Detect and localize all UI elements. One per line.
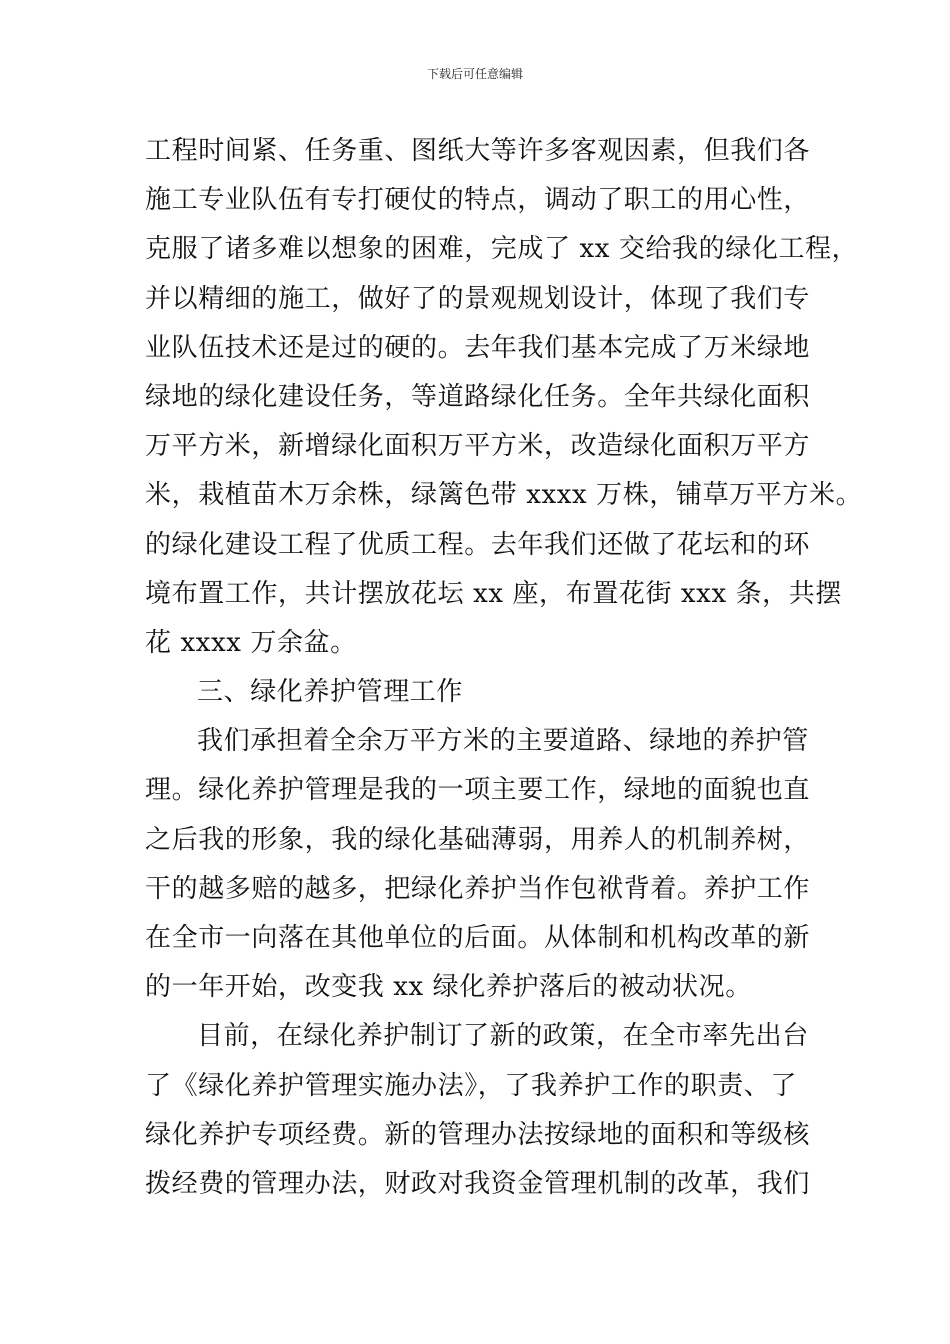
text-line: 的一年开始，改变我 xx 绿化养护落后的被动状况。 <box>145 972 752 1003</box>
text-line: 万平方米，新增绿化面积万平方米，改造绿化面积万平方 <box>145 431 811 462</box>
text-line: 克服了诸多难以想象的困难，完成了 xx 交给我的绿化工程， <box>145 234 859 265</box>
text-line: 在全市一向落在其他单位的后面。从体制和机构改革的新 <box>145 923 811 953</box>
download-note: 下载后可任意编辑 <box>426 67 523 81</box>
text-line: 绿化养护专项经费。新的管理办法按绿地的面积和等级核 <box>145 1119 811 1150</box>
text-line: 目前，在绿化养护制订了新的政策，在全市率先出台 <box>197 1021 809 1052</box>
text-line: 拨经费的管理办法，财政对我资金管理机制的改革，我们 <box>145 1168 811 1199</box>
text-line: 干的越多赔的越多，把绿化养护当作包袱背着。养护工作 <box>145 873 811 904</box>
text-line: 了《绿化养护管理实施办法》，了我养护工作的职责、了 <box>145 1070 798 1101</box>
text-line: 业队伍技术还是过的硬的。去年我们基本完成了万米绿地 <box>145 332 811 363</box>
text-line: 米，栽植苗木万余株，绿篱色带 xxxx 万株，铺草万平方米。 <box>145 480 863 511</box>
text-line: 的绿化建设工程了优质工程。去年我们还做了花坛和的环 <box>145 529 811 560</box>
text-line: 工程时间紧、任务重、图纸大等许多客观因素，但我们各 <box>145 136 811 166</box>
document-body <box>145 127 863 1209</box>
text-line: 之后我的形象，我的绿化基础薄弱，用养人的机制养树， <box>145 824 811 855</box>
text-line: 我们承担着全余万平方米的主要道路、绿地的养护管 <box>197 726 809 757</box>
text-line: 绿地的绿化建设任务，等道路绿化任务。全年共绿化面积 <box>145 381 811 412</box>
text-line: 花 xxxx 万余盆。 <box>145 627 357 658</box>
text-line: 施工专业队伍有专打硬仗的特点，调动了职工的用心性， <box>145 185 811 216</box>
text-line: 理。绿化养护管理是我的一项主要工作，绿地的面貌也直 <box>145 775 811 806</box>
section-heading: 三、绿化养护管理工作 <box>197 677 464 708</box>
text-line: 并以精细的施工，做好了的景观规划设计，体现了我们专 <box>145 283 811 314</box>
text-line: 境布置工作，共计摆放花坛 xx 座，布置花街 xxx 条，共摆 <box>145 578 842 609</box>
